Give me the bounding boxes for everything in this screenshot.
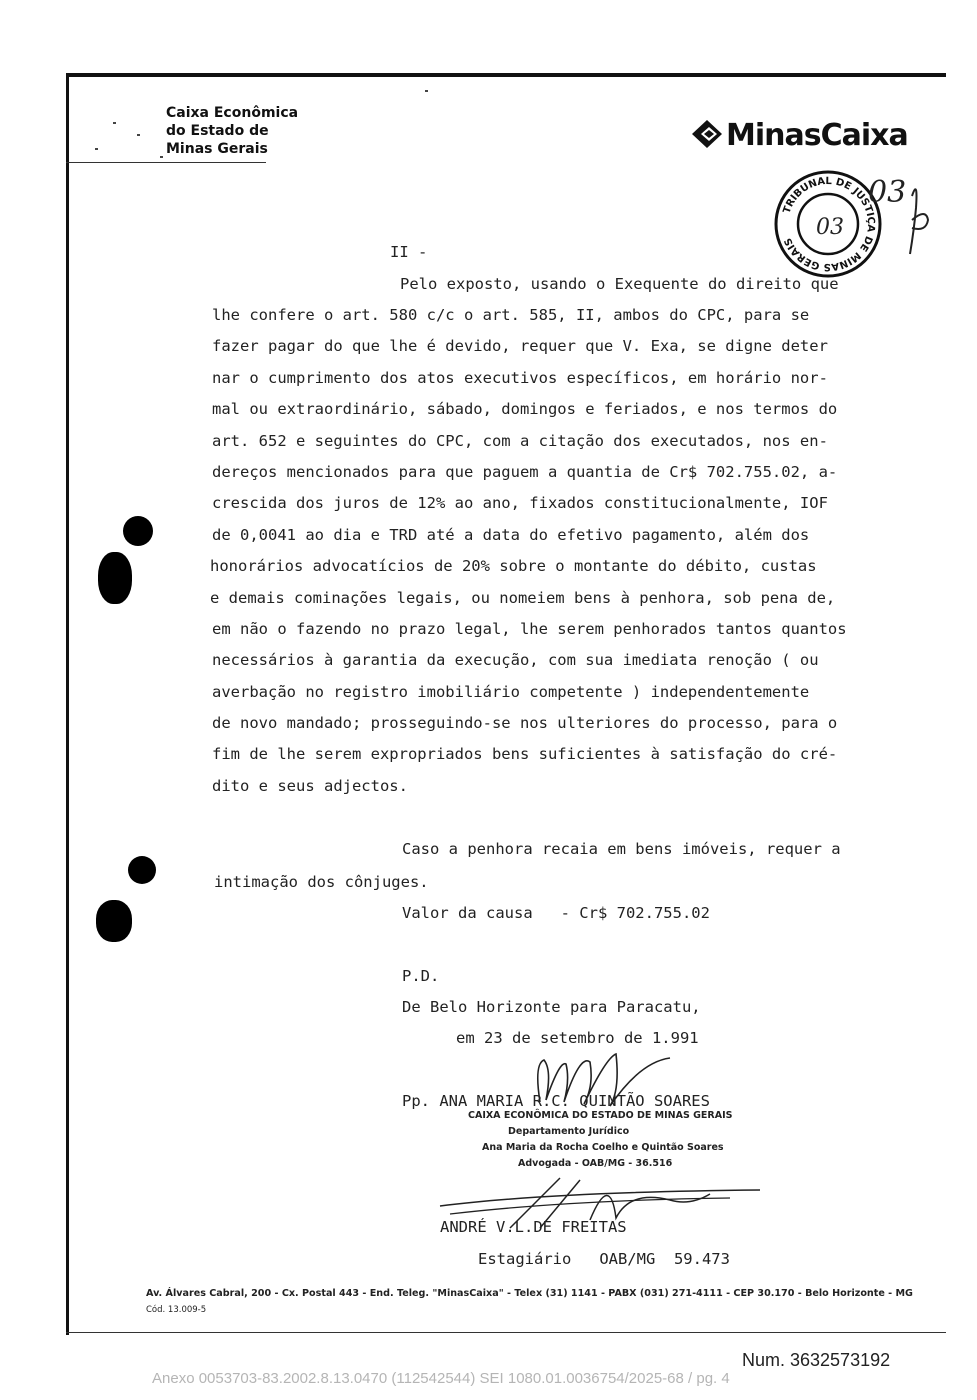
scan-speck <box>160 156 163 158</box>
body-line: lhe confere o art. 580 c/c o art. 585, II, ambos do CPC, para se <box>212 306 810 324</box>
body-line: de novo mandado; prosseguindo-se nos ulteriores do processo, para o <box>212 714 838 732</box>
section-number: II - <box>390 243 428 261</box>
body-line: art. 652 e seguintes do CPC, com a citação dos executados, nos en- <box>212 432 828 450</box>
body-line: averbação no registro imobiliário competente ) independentemente <box>212 683 810 701</box>
body-line: em não o fazendo no prazo legal, lhe serem penhorados tantos quantos <box>212 620 847 638</box>
header-rule <box>66 73 946 77</box>
bank-name <box>166 104 298 158</box>
bank-name-line: do Estado de <box>166 123 269 139</box>
scan-speck <box>425 90 428 92</box>
bank-name-line: Caixa Econômica <box>166 105 299 121</box>
punch-hole <box>128 856 156 884</box>
body-line: mal ou extraordinário, sábado, domingos e feriados, e nos termos do <box>212 400 838 418</box>
body-line: necessários à garantia da execução, com sua imediata renoção ( ou <box>212 651 819 669</box>
form-code: Cód. 13.009-5 <box>146 1305 207 1315</box>
body-line: dito e seus adjectos. <box>212 777 408 795</box>
margin-handwritten-note <box>864 168 944 258</box>
header-underline <box>66 162 266 163</box>
seal-handwritten-number: 03 <box>816 215 844 240</box>
body-line: de 0,0041 ao dia e TRD até a data do efetivo pagamento, além dos <box>212 526 810 544</box>
bank-name-line: Minas Gerais <box>166 141 268 157</box>
stamp-line: Departamento Jurídico <box>508 1126 630 1137</box>
stamp-line: Advogada - OAB/MG - 36.516 <box>518 1158 673 1169</box>
body-line: dereços mencionados para que paguem a quantia de Cr$ 702.755.02, a- <box>212 463 838 481</box>
punch-hole <box>96 900 132 942</box>
stamp-line: Ana Maria da Rocha Coelho e Quintão Soares <box>482 1142 724 1153</box>
body-line: Pelo exposto, usando o Exequente do direito que <box>400 275 839 293</box>
brand-diamond-icon <box>690 119 724 149</box>
margin-note-number: 03 <box>868 175 907 210</box>
body-line: crescida dos juros de 12% ao ano, fixados constitucionalmente, IOF <box>212 494 828 512</box>
closing-pd: P.D. <box>402 967 440 985</box>
scan-speck <box>113 122 116 124</box>
punch-hole <box>98 552 132 604</box>
attorney-name: Pp. ANA MARIA R.C. QUINTÃO SOARES <box>402 1092 710 1110</box>
footer-address: Av. Álvares Cabral, 200 - Cx. Postal 443 - End. Teleg. "MinasCaixa" - Telex (31) 1141 - PABX (031) 271-4111 - CEP 30.170 - Belo Horizonte - MG <box>146 1288 913 1299</box>
attorney-signature <box>520 1050 680 1110</box>
left-margin-rule <box>66 73 69 1335</box>
body-line: Caso a penhora recaia em bens imóveis, requer a <box>402 840 841 858</box>
claim-value: Valor da causa - Cr$ 702.755.02 <box>402 904 710 922</box>
stamp-line: CAIXA ECONÔMICA DO ESTADO DE MINAS GERAIS <box>468 1110 733 1121</box>
body-line: intimação dos cônjuges. <box>214 873 429 891</box>
scan-speck <box>95 148 98 150</box>
legal-department-stamp <box>468 1108 732 1172</box>
body-line: fazer pagar do que lhe é devido, requer que V. Exa, se digne deter <box>212 337 828 355</box>
footer-rule <box>66 1332 946 1333</box>
intern-signature <box>430 1170 770 1230</box>
punch-hole <box>123 516 153 546</box>
place-line: De Belo Horizonte para Paracatu, <box>402 998 701 1016</box>
intern-name: ANDRÉ V.L.DE FREITAS <box>440 1218 627 1236</box>
intern-title: Estagiário OAB/MG 59.473 <box>478 1250 730 1268</box>
brand-logo <box>690 118 908 153</box>
annex-watermark: Anexo 0053703-83.2002.8.13.0470 (112542544) SEI 1080.01.0036754/2025-68 / pg. 4 <box>152 1370 730 1387</box>
body-line: e demais cominações legais, ou nomeiem bens à penhora, sob pena de, <box>210 589 836 607</box>
date-line: em 23 de setembro de 1.991 <box>456 1029 699 1047</box>
body-line: fim de lhe serem expropriados bens suficientes à satisfação do cré- <box>212 745 838 763</box>
body-line: nar o cumprimento dos atos executivos específicos, em horário nor- <box>212 369 828 387</box>
document-number: Num. 3632573192 <box>742 1350 891 1370</box>
body-line: honorários advocatícios de 20% sobre o montante do débito, custas <box>210 557 817 575</box>
brand-name: MinasCaixa <box>726 118 908 153</box>
scan-speck <box>137 134 140 136</box>
seal-text: TRIBUNAL DE JUSTIÇA DE MINAS GERAIS <box>781 175 877 273</box>
